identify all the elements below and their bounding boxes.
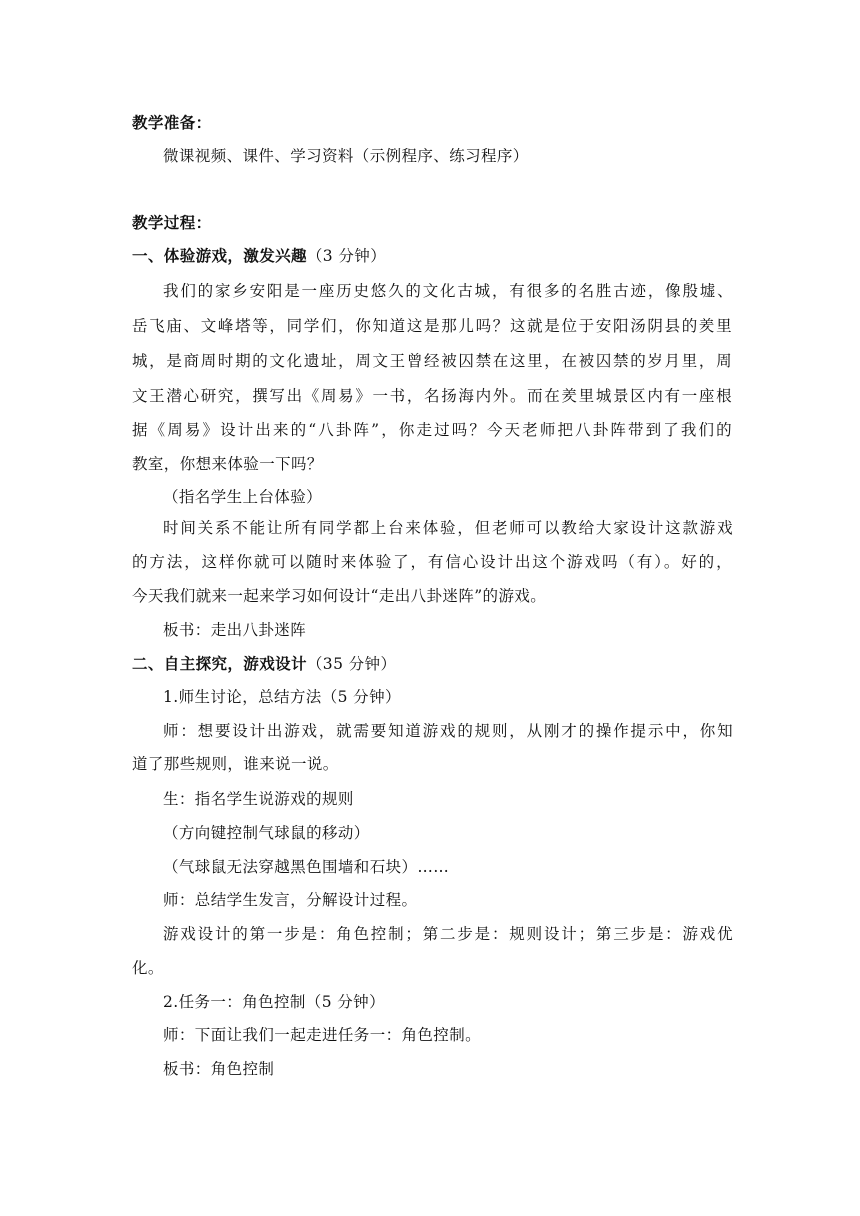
section2-teacher1-line: 道了那些规则，谁来说一说。	[132, 755, 339, 773]
process-heading: 教学过程：	[132, 213, 212, 232]
section1-board: 板书：走出八卦迷阵	[163, 621, 307, 639]
section2-heading	[132, 653, 732, 675]
section2-student1: 生：指名学生说游戏的规则	[163, 790, 354, 808]
section2-board2: 板书：角色控制	[163, 1060, 275, 1078]
section1-heading	[132, 245, 732, 267]
section1-note: （指名学生上台体验）	[163, 488, 323, 506]
section1-intro-line: 岳飞庙、文峰塔等，同学们，你知道这是那儿吗？这就是位于安阳汤阴县的羑里	[132, 317, 732, 335]
section1-intro-line: 我们的家乡安阳是一座历史悠久的文化古城，有很多的名胜古迹，像殷墟、	[163, 282, 733, 300]
section2-rule2: （气球鼠无法穿越黑色围墙和石块）……	[163, 858, 450, 876]
section2-title: 二、自主探究，游戏设计	[132, 654, 307, 673]
section1-para2-line: 时间关系不能让所有同学都上台来体验，但老师可以教给大家设计这款游戏	[163, 519, 733, 537]
section1-para2-line: 今天我们就来一起来学习如何设计“走出八卦迷阵”的游戏。	[132, 587, 547, 605]
section2-teacher3: 师：下面让我们一起走进任务一：角色控制。	[163, 1026, 482, 1044]
section2-sub2: 2.任务一：角色控制（5 分钟）	[163, 993, 385, 1011]
section2-teacher1-line: 师：想要设计出游戏，就需要知道游戏的规则，从刚才的操作提示中，你知	[163, 722, 733, 740]
section1-intro-line: 据《周易》设计出来的“八卦阵”，你走过吗？今天老师把八卦阵带到了我们的	[132, 421, 732, 439]
prep-content: 微课视频、课件、学习资料（示例程序、练习程序）	[163, 147, 529, 165]
section1-time: （3 分钟）	[306, 247, 387, 265]
section2-rule1: （方向键控制气球鼠的移动）	[163, 824, 370, 842]
section1-para2-line: 的方法，这样你就可以随时来体验了，有信心设计出这个游戏吗（有）。好的，	[132, 553, 732, 571]
section2-time: （35 分钟）	[306, 655, 397, 673]
section1-intro-line: 文王潜心研究，撰写出《周易》一书，名扬海内外。而在羑里城景区内有一座根	[132, 387, 732, 405]
section1-intro-line: 城，是商周时期的文化遗址，周文王曾经被囚禁在这里，在被囚禁的岁月里，周	[132, 352, 732, 370]
section1-intro-line: 教室，你想来体验一下吗？	[132, 455, 323, 473]
prep-heading: 教学准备：	[132, 113, 212, 132]
section1-title: 一、体验游戏，激发兴趣	[132, 246, 307, 265]
section2-steps-line: 游戏设计的第一步是：角色控制；第二步是：规则设计；第三步是：游戏优	[163, 925, 733, 943]
section2-sub1: 1.师生讨论，总结方法（5 分钟）	[163, 688, 401, 706]
section2-steps-line: 化。	[132, 959, 164, 977]
section2-teacher2: 师：总结学生发言，分解设计过程。	[163, 891, 418, 909]
